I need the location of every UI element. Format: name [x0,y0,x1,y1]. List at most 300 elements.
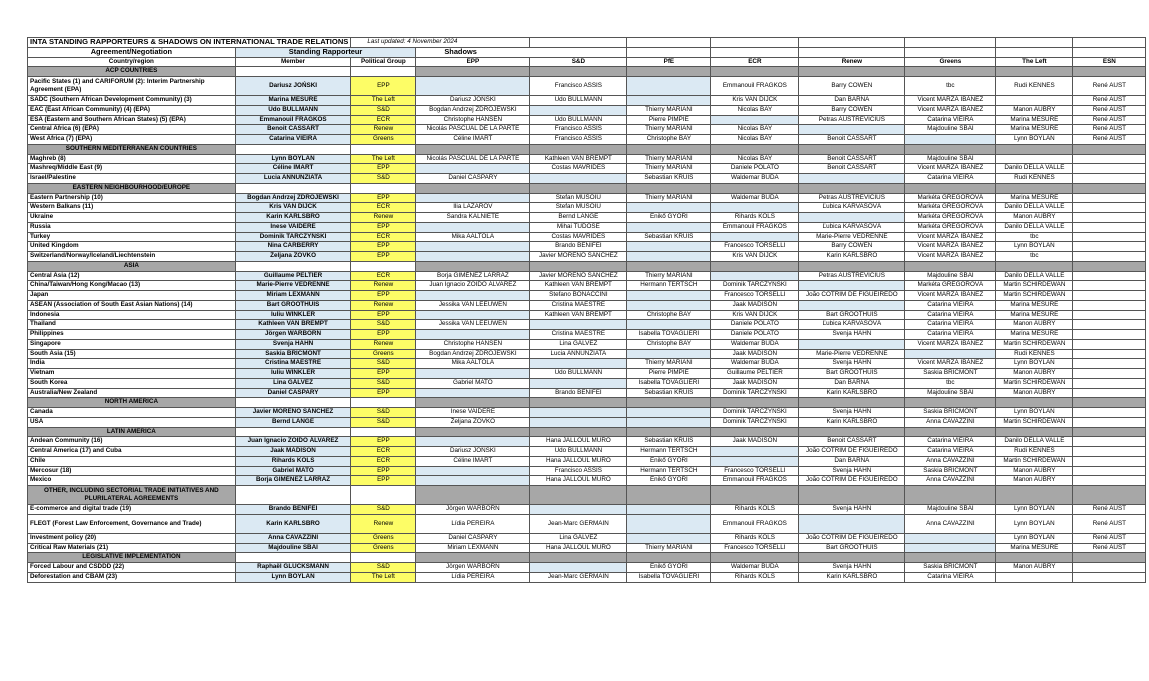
left-shadow-cell: Lynn BOYLAN [996,505,1073,515]
greens-shadow-cell: Vicent MARZÀ IBÁÑEZ [905,291,996,301]
greens-shadow-cell: Saskia BRICMONT [905,408,996,418]
agreement-cell: Philippines [28,330,236,340]
table-row [28,232,1146,242]
table-row [28,115,1146,125]
rapporteur-cell: Svenja HAHN [235,339,351,349]
greens-shadow-cell: Vicent MARZÀ IBÁÑEZ [905,252,996,262]
renew-shadow-cell: Karin KARLSBRO [799,388,905,398]
epp-shadow-cell: Mika AALTOLA [416,359,530,369]
rapporteur-cell: Karin KARLSBRO [235,213,351,223]
left-shadow-cell: Danilo DELLA VALLE [996,164,1073,174]
left-shadow-cell: Manon AUBRY [996,476,1073,486]
pfe-shadow-cell [627,77,711,96]
agreement-cell: Japan [28,291,236,301]
table-row [28,369,1146,379]
agreement-cell: China/Taiwan/Hong Kong/Macao (13) [28,281,236,291]
left-shadow-cell: Manon AUBRY [996,369,1073,379]
rapporteur-cell: Kris VAN DIJCK [235,203,351,213]
renew-shadow-cell: Dan BARNA [799,378,905,388]
sd-shadow-cell: Francisco ASSIS [530,135,627,145]
rapporteur-cell: Emmanouil FRAGKOS [235,115,351,125]
column-header: PfE [627,57,711,67]
agreement-cell: Vietnam [28,369,236,379]
political-group-cell: Greens [351,543,416,553]
table-row [28,164,1146,174]
political-group-cell: EPP [351,252,416,262]
pfe-shadow-cell: Hermann TERTSCH [627,281,711,291]
political-group-cell: Greens [351,135,416,145]
epp-shadow-cell: Bogdan Andrzej ZDROJEWSKI [416,349,530,359]
greens-shadow-cell: Vicent MARZÀ IBÁÑEZ [905,339,996,349]
political-group-cell: ECR [351,447,416,457]
table-row [28,203,1146,213]
pfe-shadow-cell: Thierry MARIANI [627,543,711,553]
greens-shadow-cell: Vicent MARZÀ IBÁÑEZ [905,164,996,174]
esn-shadow-cell: René AUST [1073,125,1146,135]
section-row [28,144,1146,154]
greens-shadow-cell: Majdouline SBAI [905,388,996,398]
esn-shadow-cell [1073,320,1146,330]
pfe-shadow-cell [627,222,711,232]
rapporteur-cell: Dariusz JOŃSKI [235,77,351,96]
renew-shadow-cell: Barry COWEN [799,105,905,115]
ecr-shadow-cell: Nicolas BAY [711,105,799,115]
agreement-cell: Central Africa (6) (EPA) [28,125,236,135]
table-row [28,514,1146,533]
sd-shadow-cell: Brando BENIFEI [530,388,627,398]
column-header: EPP [416,57,530,67]
ecr-shadow-cell: Nicolas BAY [711,135,799,145]
epp-shadow-cell [416,193,530,203]
epp-shadow-cell: Nicolás PASCUAL DE LA PARTE [416,125,530,135]
esn-shadow-cell [1073,242,1146,252]
agreement-cell: Western Balkans (11) [28,203,236,213]
sd-shadow-cell: Hana JALLOUL MURO [530,437,627,447]
esn-shadow-cell [1073,378,1146,388]
left-shadow-cell: Martin SCHIRDEWAN [996,281,1073,291]
table-row [28,105,1146,115]
left-shadow-cell: Marina MESURE [996,193,1073,203]
pfe-shadow-cell: Isabella TOVAGLIERI [627,330,711,340]
section-title: ACP COUNTRIES [28,67,236,77]
table-row [28,437,1146,447]
renew-shadow-cell: Dan BARNA [799,456,905,466]
table-row [28,242,1146,252]
sd-shadow-cell [530,378,627,388]
pfe-shadow-cell [627,242,711,252]
greens-shadow-cell: Catarina VIEIRA [905,572,996,582]
political-group-cell: S&D [351,417,416,427]
pfe-shadow-cell: Pierre PIMPIE [627,115,711,125]
column-header: ESN [1073,57,1146,67]
section-row [28,261,1146,271]
agreement-cell: Ukraine [28,213,236,223]
ecr-shadow-cell: Jaak MADISON [711,378,799,388]
rapporteur-cell: Cristina MAESTRE [235,359,351,369]
renew-shadow-cell [799,174,905,184]
left-shadow-cell: Lynn BOYLAN [996,359,1073,369]
table-row [28,447,1146,457]
political-group-cell: ECR [351,456,416,466]
ecr-shadow-cell: Kris VAN DIJCK [711,96,799,106]
agreement-cell: EAC (East African Community) (4) (EPA) [28,105,236,115]
greens-shadow-cell: Markéta GREGOROVÁ [905,203,996,213]
renew-shadow-cell: Bart GROOTHUIS [799,543,905,553]
table-row [28,77,1146,96]
renew-shadow-cell: Dan BARNA [799,96,905,106]
sheet-title: INTA STANDING RAPPORTEURS & SHADOWS ON INTERNATIONAL TRADE RELATIONS [28,38,351,48]
greens-shadow-cell: Majdouline SBAI [905,505,996,515]
sd-shadow-cell: Udo BULLMANN [530,447,627,457]
sd-shadow-cell [530,408,627,418]
renew-shadow-cell: Ľubica KARVAŠOVÁ [799,222,905,232]
political-group-cell: EPP [351,330,416,340]
ecr-shadow-cell: Dominik TARCZYŃSKI [711,281,799,291]
rapporteur-cell: Bart GROOTHUIS [235,300,351,310]
section-row [28,398,1146,408]
esn-shadow-cell [1073,437,1146,447]
political-group-cell: EPP [351,222,416,232]
political-group-cell: EPP [351,164,416,174]
political-group-cell: EPP [351,466,416,476]
agreement-cell: Maghreb (8) [28,154,236,164]
esn-shadow-cell [1073,164,1146,174]
agreement-cell: Turkey [28,232,236,242]
political-group-cell: Greens [351,533,416,543]
pfe-shadow-cell: Enikő GYŐRI [627,456,711,466]
agreement-cell: Central Asia (12) [28,271,236,281]
section-row [28,486,1146,505]
left-shadow-cell: tbc [996,232,1073,242]
esn-shadow-cell [1073,408,1146,418]
political-group-cell: S&D [351,105,416,115]
table-row [28,125,1146,135]
table-row [28,466,1146,476]
ecr-shadow-cell: Nicolas BAY [711,154,799,164]
epp-shadow-cell: Daniel CASPARY [416,174,530,184]
greens-shadow-cell: tbc [905,77,996,96]
epp-shadow-cell: Christophe HANSEN [416,115,530,125]
table-row [28,271,1146,281]
epp-shadow-cell: Céline IMART [416,456,530,466]
agreement-cell: Thailand [28,320,236,330]
greens-shadow-cell: Markéta GREGOROVÁ [905,193,996,203]
epp-shadow-cell [416,466,530,476]
sd-shadow-cell: Jean-Marc GERMAIN [530,572,627,582]
section-row [28,427,1146,437]
epp-shadow-cell [416,437,530,447]
renew-shadow-cell [799,281,905,291]
left-shadow-cell: Rudi KENNES [996,447,1073,457]
section-row [28,67,1146,77]
esn-shadow-cell [1073,466,1146,476]
renew-shadow-cell: Svenja HAHN [799,408,905,418]
rapporteur-cell: Saskia BRICMONT [235,349,351,359]
pfe-shadow-cell: Christophe BAY [627,310,711,320]
pfe-shadow-cell [627,417,711,427]
ecr-shadow-cell: Rihards KOLS [711,572,799,582]
left-shadow-cell: Manon AUBRY [996,105,1073,115]
epp-shadow-cell: Sandra KALNIETE [416,213,530,223]
greens-shadow-cell: Vicent MARZÀ IBÁÑEZ [905,359,996,369]
esn-shadow-cell: René AUST [1073,543,1146,553]
pfe-shadow-cell: Thierry MARIANI [627,125,711,135]
agreement-cell: Andean Community (16) [28,437,236,447]
renew-shadow-cell [799,125,905,135]
agreement-cell: Eastern Partnership (10) [28,193,236,203]
renew-shadow-cell: Petras AUŠTREVIČIUS [799,271,905,281]
renew-shadow-cell: Svenja HAHN [799,505,905,515]
political-group-cell: EPP [351,193,416,203]
agreement-cell: Pacific States (1) and CARIFORUM (2): Interim Partnership Agreement (EPA) [28,77,236,96]
renew-shadow-cell [799,339,905,349]
agreement-cell: Deforestation and CBAM (23) [28,572,236,582]
rapporteur-cell: Anna CAVAZZINI [235,533,351,543]
sd-shadow-cell [530,105,627,115]
section-title: LATIN AMERICA [28,427,236,437]
left-shadow-cell: Marina MESURE [996,330,1073,340]
political-group-cell: Renew [351,213,416,223]
greens-shadow-cell: Anna CAVAZZINI [905,417,996,427]
greens-shadow-cell: Vicent MARZÀ IBÁÑEZ [905,232,996,242]
left-shadow-cell: Manon AUBRY [996,563,1073,573]
left-shadow-cell: Rudi KENNES [996,77,1073,96]
pfe-shadow-cell: Isabella TOVAGLIERI [627,378,711,388]
sd-shadow-cell: Lina GÁLVEZ [530,533,627,543]
rapporteur-cell: Borja GIMÉNEZ LARRAZ [235,476,351,486]
esn-shadow-cell [1073,572,1146,582]
left-shadow-cell: Lynn BOYLAN [996,533,1073,543]
table-row [28,476,1146,486]
esn-shadow-cell [1073,213,1146,223]
epp-shadow-cell: Gabriel MATO [416,378,530,388]
pfe-shadow-cell [627,300,711,310]
rapporteur-cell: Céline IMART [235,164,351,174]
column-header: ECR [711,57,799,67]
esn-shadow-cell [1073,232,1146,242]
left-shadow-cell [996,572,1073,582]
ecr-shadow-cell: Francesco TORSELLI [711,242,799,252]
left-shadow-cell: Manon AUBRY [996,213,1073,223]
table-row [28,456,1146,466]
ecr-shadow-cell: Rihards KOLS [711,505,799,515]
esn-shadow-cell: René AUST [1073,105,1146,115]
renew-shadow-cell: Ľubica KARVAŠOVÁ [799,320,905,330]
renew-shadow-cell: Barry COWEN [799,77,905,96]
political-group-cell: The Left [351,572,416,582]
table-row [28,563,1146,573]
ecr-shadow-cell: Kris VAN DIJCK [711,310,799,320]
pfe-shadow-cell [627,96,711,106]
esn-shadow-cell [1073,349,1146,359]
political-group-cell: ECR [351,203,416,213]
table-row [28,291,1146,301]
pfe-shadow-cell: Christophe BAY [627,339,711,349]
greens-shadow-cell: Saskia BRICMONT [905,563,996,573]
pfe-shadow-cell [627,320,711,330]
greens-shadow-cell [905,543,996,553]
political-group-cell: EPP [351,242,416,252]
left-shadow-cell [996,96,1073,106]
renew-shadow-cell: Svenja HAHN [799,466,905,476]
esn-shadow-cell [1073,281,1146,291]
ecr-shadow-cell [711,271,799,281]
sd-shadow-cell [530,563,627,573]
political-group-cell: EPP [351,437,416,447]
agreement-cell: Mercosur (18) [28,466,236,476]
agreement-cell: South Asia (15) [28,349,236,359]
renew-shadow-cell: João COTRIM DE FIGUEIREDO [799,291,905,301]
left-shadow-cell: Marina MESURE [996,125,1073,135]
greens-shadow-cell: Vicent MARZÀ IBÁÑEZ [905,105,996,115]
left-shadow-cell: Lynn BOYLAN [996,514,1073,533]
ecr-shadow-cell: Daniele POLATO [711,330,799,340]
political-group-cell: S&D [351,563,416,573]
pfe-shadow-cell: Enikő GYŐRI [627,213,711,223]
agreement-cell: Singapore [28,339,236,349]
esn-shadow-cell [1073,291,1146,301]
table-row [28,417,1146,427]
renew-shadow-cell: João COTRIM DE FIGUEIREDO [799,447,905,457]
esn-shadow-cell [1073,388,1146,398]
table-row [28,533,1146,543]
left-shadow-cell: Martin SCHIRDEWAN [996,417,1073,427]
epp-shadow-cell: Lídia PEREIRA [416,514,530,533]
sd-shadow-cell: Lina GÁLVEZ [530,339,627,349]
table-row [28,213,1146,223]
epp-shadow-cell: Ilia LAZAROV [416,203,530,213]
left-shadow-cell: Lynn BOYLAN [996,408,1073,418]
pfe-shadow-cell: Thierry MARIANI [627,154,711,164]
greens-shadow-cell: Catarina VIEIRA [905,437,996,447]
ecr-shadow-cell: Rihards KOLS [711,533,799,543]
agreement-cell: ASEAN (Association of South East Asian Nations) (14) [28,300,236,310]
ecr-shadow-cell: Francesco TORSELLI [711,543,799,553]
esn-shadow-cell [1073,203,1146,213]
epp-shadow-cell: Céline IMART [416,135,530,145]
left-shadow-cell: Manon AUBRY [996,388,1073,398]
last-updated: Last updated: 4 November 2024 [351,38,530,48]
political-group-cell: EPP [351,310,416,320]
sd-shadow-cell: Bernd LANGE [530,213,627,223]
political-group-cell: EPP [351,77,416,96]
agreement-cell: FLEGT (Forest Law Enforcement, Governance and Trade) [28,514,236,533]
epp-shadow-cell [416,77,530,96]
epp-shadow-cell: Dariusz JOŃSKI [416,447,530,457]
sd-shadow-cell [530,174,627,184]
sd-shadow-cell: Javier MORENO SÁNCHEZ [530,271,627,281]
rapporteur-cell: Daniel CASPARY [235,388,351,398]
table-row [28,408,1146,418]
ecr-shadow-cell: Daniele POLATO [711,320,799,330]
political-group-cell: Renew [351,300,416,310]
political-group-cell: ECR [351,115,416,125]
left-shadow-cell: Marina MESURE [996,310,1073,320]
greens-shadow-cell: Catarina VIEIRA [905,310,996,320]
sd-shadow-cell: Udo BULLMANN [530,115,627,125]
rapporteur-cell: Karin KARLSBRO [235,514,351,533]
agreement-cell: Russia [28,222,236,232]
left-shadow-cell: Lynn BOYLAN [996,135,1073,145]
greens-shadow-cell: Catarina VIEIRA [905,300,996,310]
esn-shadow-cell [1073,447,1146,457]
sd-shadow-cell: Mihai TUDOSE [530,222,627,232]
esn-shadow-cell [1073,222,1146,232]
epp-shadow-cell: Inese VAIDERE [416,408,530,418]
pfe-shadow-cell: Thierry MARIANI [627,164,711,174]
greens-shadow-cell: Catarina VIEIRA [905,447,996,457]
political-group-cell: EPP [351,369,416,379]
pfe-shadow-cell: Sebastian KRUIS [627,388,711,398]
ecr-shadow-cell: Jaak MADISON [711,300,799,310]
greens-shadow-cell: Anna CAVAZZINI [905,456,996,466]
greens-shadow-cell: Catarina VIEIRA [905,115,996,125]
sd-shadow-cell: Cristina MAESTRE [530,330,627,340]
column-header: Member [235,57,351,67]
pfe-shadow-cell [627,349,711,359]
table-row [28,193,1146,203]
esn-shadow-cell: René AUST [1073,135,1146,145]
renew-shadow-cell: João COTRIM DE FIGUEIREDO [799,476,905,486]
pfe-shadow-cell: Sebastian KRUIS [627,437,711,447]
renew-shadow-cell: Svenja HAHN [799,330,905,340]
sd-shadow-cell: Hana JALLOUL MURO [530,456,627,466]
pfe-shadow-cell: Thierry MARIANI [627,359,711,369]
ecr-shadow-cell [711,456,799,466]
agreement-header: Agreement/Negotiation [28,47,236,57]
rapporteur-cell: Dominik TARCZYŃSKI [235,232,351,242]
sd-shadow-cell [530,320,627,330]
greens-shadow-cell: Vicent MARZÀ IBÁÑEZ [905,242,996,252]
agreement-cell: Australia/New Zealand [28,388,236,398]
sd-shadow-cell [530,417,627,427]
renew-shadow-cell: Petras AUŠTREVIČIUS [799,193,905,203]
epp-shadow-cell: Lídia PEREIRA [416,572,530,582]
left-shadow-cell: tbc [996,252,1073,262]
pfe-shadow-cell: Thierry MARIANI [627,271,711,281]
left-shadow-cell: Danilo DELLA VALLE [996,203,1073,213]
sd-shadow-cell: Cristina MAESTRE [530,300,627,310]
renew-shadow-cell: Karin KARLSBRO [799,572,905,582]
pfe-shadow-cell [627,408,711,418]
rapporteur-cell: Lina GÁLVEZ [235,378,351,388]
table-row [28,154,1146,164]
renew-shadow-cell: Benoit CASSART [799,154,905,164]
renew-shadow-cell: Ľubica KARVAŠOVÁ [799,203,905,213]
esn-shadow-cell [1073,154,1146,164]
section-title: SOUTHERN MEDITERRANEAN COUNTRIES [28,144,236,154]
renew-shadow-cell: Benoit CASSART [799,437,905,447]
left-shadow-cell: Danilo DELLA VALLE [996,437,1073,447]
rapporteur-cell: Iuliu WINKLER [235,369,351,379]
epp-shadow-cell: Miriam LEXMANN [416,543,530,553]
left-shadow-cell: Rudi KENNES [996,174,1073,184]
rapporteur-cell: Javier MORENO SÁNCHEZ [235,408,351,418]
agreement-cell: Forced Labour and CSDDD (22) [28,563,236,573]
renew-shadow-cell: Karin KARLSBRO [799,252,905,262]
renew-shadow-cell: Bart GROOTHUIS [799,310,905,320]
table-row [28,310,1146,320]
section-title: OTHER, INCLUDING SECTORIAL TRADE INITIATIVES AND PLURILATERAL AGREEMENTS [28,486,236,505]
esn-shadow-cell [1073,563,1146,573]
renew-shadow-cell: Barry COWEN [799,242,905,252]
epp-shadow-cell: Daniel CASPARY [416,533,530,543]
section-row [28,183,1146,193]
esn-shadow-cell [1073,456,1146,466]
greens-shadow-cell: Majdouline SBAI [905,271,996,281]
rapporteur-cell: Nina CARBERRY [235,242,351,252]
left-shadow-cell: Manon AUBRY [996,320,1073,330]
